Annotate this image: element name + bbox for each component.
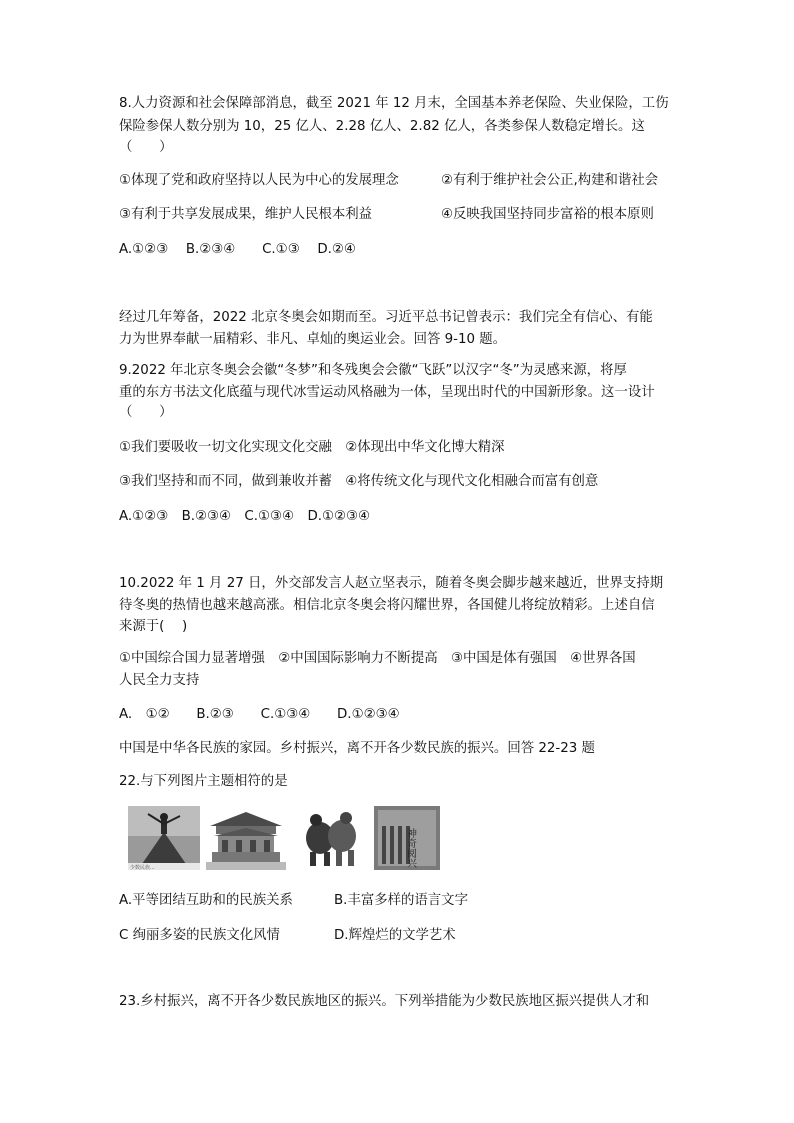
q22-picture-wrestling [294, 806, 368, 870]
q9-answer-paren: （ ） [119, 405, 173, 420]
q9-stem-line2: 重的东方书法文化底蕴与现代冰雪运动风格融为一体，呈现出时代的中国新形象。这一设计 [119, 385, 655, 400]
intro-22-23: 中国是中华各民族的家园。乡村振兴，离不开各少数民族的振兴。回答 22-23 题 [119, 741, 595, 756]
q22-picture1-caption: 少数民族... [130, 865, 155, 870]
q9-choices: A.①②③ B.②③④ C.①③④ D.①②③④ [119, 509, 371, 524]
q22-picture-dancer [128, 806, 200, 870]
q9-stem-line1: 9.2022 年北京冬奥会会徽“冬梦”和冬残奥会会徽“飞跃”以汉字“冬”为灵感来源，将厚 [119, 363, 627, 378]
q22-option-c: C 绚丽多姿的民族文化风情 [119, 928, 280, 943]
q8-option-4: ④反映我国坚持同步富裕的根本原则 [441, 207, 654, 222]
q22-pictures [128, 806, 458, 870]
q8-option-1: ①体现了党和政府坚持以人民为中心的发展理念 [119, 173, 399, 188]
q22-picture-building [206, 806, 286, 870]
q8-answer-paren: （ ） [119, 140, 173, 155]
q22-picture4-text: 神奇阅兴 [404, 828, 416, 868]
q10-stem-line3: 来源于( ) [119, 619, 188, 634]
q8-option-3: ③有利于共享发展成果，维护人民根本利益 [119, 207, 373, 222]
q22-stem: 22.与下列图片主题相符的是 [119, 774, 288, 789]
q22-option-b: B.丰富多样的语言文字 [334, 893, 468, 908]
q22-option-d: D.辉煌烂的文学艺术 [334, 928, 456, 943]
intro-9-10-line1: 经过几年筹备，2022 北京冬奥会如期而至。习近平总书记曾表示：我们完全有信心、有能 [119, 310, 653, 325]
q10-options-line2: 人民全力支持 [119, 673, 200, 688]
q22-option-a: A.平等团结互助和的民族关系 [119, 893, 293, 908]
q8-choices: A.①②③ B.②③④ C.①③ D.②④ [119, 242, 356, 257]
q22-picture-calligraphy [374, 806, 440, 870]
q10-choices: A. ①② B.②③ C.①③④ D.①②③④ [119, 707, 400, 722]
q10-stem-line1: 10.2022 年 1 月 27 日，外交部发言人赵立坚表示，随着冬奥会脚步越来越近，世界支持期 [119, 576, 664, 591]
q10-stem-line2: 待冬奥的热情也越来越高涨。相信北京冬奥会将闪耀世界，各国健儿将绽放精彩。上述自信 [119, 598, 655, 613]
q23-stem-line1: 23.乡村振兴，离不开各少数民族地区的振兴。下列举措能为少数民族地区振兴提供人才和 [119, 994, 650, 1009]
q10-options-line1: ①中国综合国力显著增强 ②中国国际影响力不断提高 ③中国是体有强国 ④世界各国 [119, 651, 636, 666]
q8-option-2: ②有利于维护社会公正,构建和谐社会 [441, 173, 659, 188]
intro-9-10-line2: 力为世界奉献一届精彩、非凡、卓灿的奥运业会。回答 9-10 题。 [119, 332, 507, 347]
q9-options-line2: ③我们坚持和而不同，做到兼收并蓄 ④将传统文化与现代文化相融合而富有创意 [119, 474, 599, 489]
q8-stem-line2: 保险参保人数分别为 10，25 亿人、2.28 亿人、2.82 亿人，各类参保人数稳定增长。这 [119, 119, 645, 134]
q9-options-line1: ①我们要吸收一切文化实现文化交融 ②体现出中华文化博大精深 [119, 440, 505, 455]
q8-stem-line1: 8.人力资源和社会保障部消息，截至 2021 年 12 月末，全国基本养老保险、失业保险，工伤 [119, 96, 669, 111]
